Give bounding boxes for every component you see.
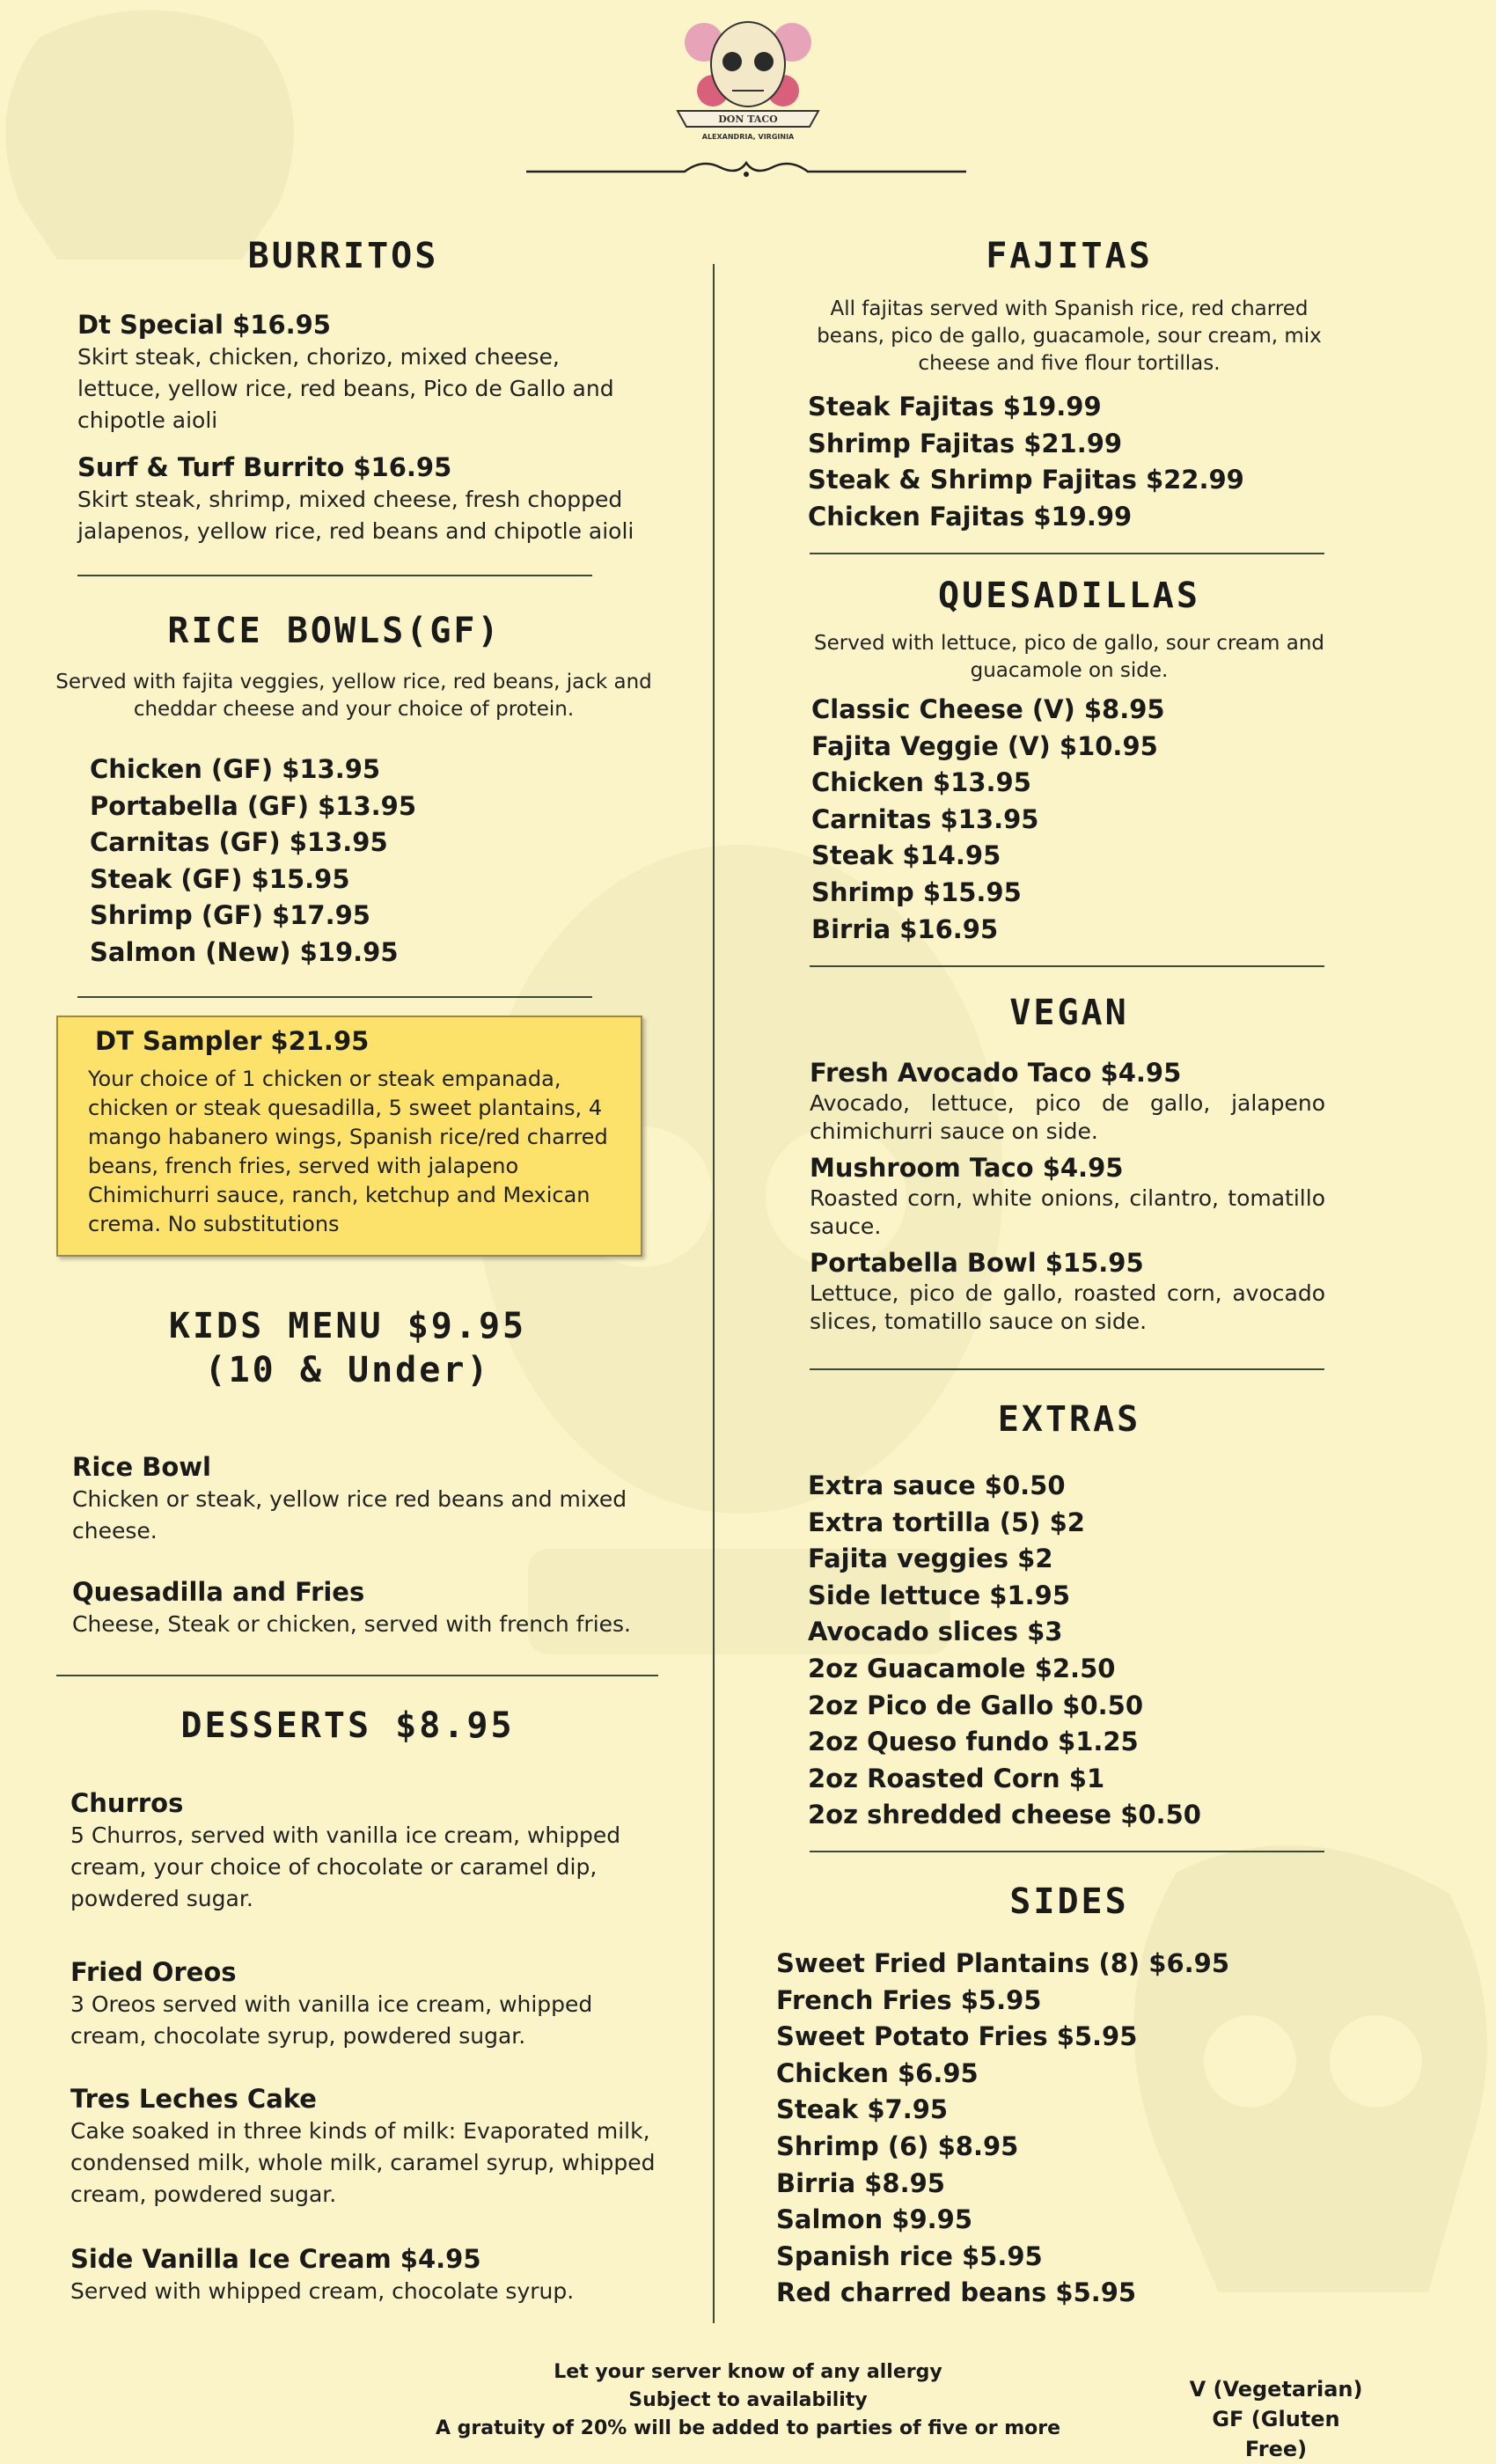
item-name: Tres Leches Cake xyxy=(70,2084,317,2114)
menu-item xyxy=(70,2082,669,2211)
list-item: Steak (GF) $15.95 xyxy=(90,863,350,894)
item-desc: Avocado, lettuce, pico de gallo, jalapeno chimichurri sauce on side. xyxy=(810,1090,1325,1144)
item-name: DT Sampler $21.95 xyxy=(95,1026,370,1056)
list-item: 2oz Roasted Corn $1 xyxy=(808,1763,1105,1793)
quesadillas-heading: QUESADILLAS xyxy=(938,576,1200,616)
item-desc: Lettuce, pico de gallo, roasted corn, avocado slices, tomatillo sauce on side. xyxy=(810,1280,1325,1334)
sides-list xyxy=(776,1946,1229,2312)
sides-heading: SIDES xyxy=(1009,1881,1129,1922)
item-name: Dt Special $16.95 xyxy=(77,310,331,340)
don-taco-logo xyxy=(669,7,827,148)
list-item: Sweet Potato Fries $5.95 xyxy=(776,2021,1138,2052)
item-name: Rice Bowl xyxy=(72,1452,211,1482)
item-desc: Skirt steak, shrimp, mixed cheese, fresh chopped jalapenos, yellow rice, red beans and chipotle aioli xyxy=(77,487,634,544)
desserts-heading: DESSERTS $8.95 xyxy=(180,1705,515,1746)
extras-list xyxy=(808,1468,1201,1834)
rice-bowls-heading: RICE BOWLS(GF) xyxy=(167,611,502,651)
list-item: Salmon $9.95 xyxy=(776,2204,973,2235)
menu-item xyxy=(810,1151,1325,1241)
burritos-heading: BURRITOS xyxy=(247,236,439,276)
list-item: Fajita veggies $2 xyxy=(808,1544,1053,1574)
section-rule xyxy=(77,996,592,998)
list-item: Shrimp $15.95 xyxy=(811,876,1022,907)
list-item: Shrimp (6) $8.95 xyxy=(776,2130,1019,2161)
list-item: Steak & Shrimp Fajitas $22.99 xyxy=(808,465,1244,495)
item-name: Mushroom Taco $4.95 xyxy=(810,1153,1124,1183)
item-desc: Cake soaked in three kinds of milk: Evaporated milk, condensed milk, whole milk, caramel syrup, whipped cream, powdered sugar. xyxy=(70,2118,656,2207)
list-item: Fajita Veggie (V) $10.95 xyxy=(811,730,1158,761)
menu-item xyxy=(810,1056,1325,1146)
list-item: French Fries $5.95 xyxy=(776,1984,1042,2015)
kids-menu-subheading: (10 & Under) xyxy=(204,1350,491,1390)
list-item: Red charred beans $5.95 xyxy=(776,2277,1137,2308)
footer-line: Let your server know of any allergy xyxy=(554,2361,942,2383)
logo-tagline: ALEXANDRIA, VIRGINIA xyxy=(701,133,795,141)
list-item: Shrimp (GF) $17.95 xyxy=(90,900,370,931)
section-rule xyxy=(810,1368,1324,1370)
list-item: Steak $7.95 xyxy=(776,2094,949,2125)
list-item: Birria $8.95 xyxy=(776,2167,945,2198)
item-name: Fried Oreos xyxy=(70,1957,237,1987)
list-item: Portabella (GF) $13.95 xyxy=(90,790,417,821)
list-item: Steak $14.95 xyxy=(811,840,1001,871)
item-desc: 3 Oreos served with vanilla ice cream, whipped cream, chocolate syrup, powdered sugar. xyxy=(70,1991,593,2049)
legend-gluten-free: GF (Gluten Free) xyxy=(1212,2407,1340,2461)
list-item: Birria $16.95 xyxy=(811,913,999,944)
list-item: Chicken Fajitas $19.99 xyxy=(808,501,1133,532)
item-name: Fresh Avocado Taco $4.95 xyxy=(810,1058,1182,1088)
item-desc: 5 Churros, served with vanilla ice cream, whipped cream, your choice of chocolate or caramel dip, powdered sugar. xyxy=(70,1822,621,1911)
legend xyxy=(1179,2374,1373,2464)
list-item: Chicken (GF) $13.95 xyxy=(90,754,381,784)
footer-line: Subject to availability xyxy=(628,2389,868,2411)
item-name: Portabella Bowl $15.95 xyxy=(810,1248,1144,1278)
menu-item xyxy=(77,308,641,436)
list-item: Extra sauce $0.50 xyxy=(808,1470,1066,1500)
list-item: Carnitas $13.95 xyxy=(811,803,1039,834)
extras-heading: EXTRAS xyxy=(997,1399,1141,1440)
list-item: 2oz Guacamole $2.50 xyxy=(808,1653,1116,1683)
menu-item xyxy=(70,1786,642,1915)
list-item: Side lettuce $1.95 xyxy=(808,1580,1071,1610)
column-divider xyxy=(713,264,715,2323)
item-desc: Cheese, Steak or chicken, served with french fries. xyxy=(72,1611,631,1637)
menu-item xyxy=(810,1246,1325,1336)
item-name: Surf & Turf Burrito $16.95 xyxy=(77,452,452,482)
list-item: Shrimp Fajitas $21.99 xyxy=(808,428,1123,458)
fajitas-list xyxy=(808,389,1244,535)
fajitas-note: All fajitas served with Spanish rice, red charred beans, pico de gallo, guacamole, sour cream, mix cheese and five flour tortillas. xyxy=(817,297,1322,375)
list-item: Steak Fajitas $19.99 xyxy=(808,392,1102,422)
quesadillas-list xyxy=(811,692,1165,948)
item-desc: Your choice of 1 chicken or steak empanada, chicken or steak quesadilla, 5 sweet plantains, 4 mango habanero wings, Spanish rice/red charred beans, french fries, served with jalapeno Chimichurri sauce, ranch, ketchup and Mexican crema. No substitutions xyxy=(88,1067,608,1236)
menu-item xyxy=(77,451,667,547)
vegan-heading: VEGAN xyxy=(1009,993,1129,1033)
fajitas-heading: FAJITAS xyxy=(986,236,1153,276)
rice-bowls-list xyxy=(90,752,416,972)
list-item: 2oz Queso fundo $1.25 xyxy=(808,1727,1139,1757)
list-item: Chicken $13.95 xyxy=(811,767,1031,798)
section-rule xyxy=(56,1675,658,1676)
item-desc: Skirt steak, chicken, chorizo, mixed cheese, lettuce, yellow rice, red beans, Pico de Gallo and chipotle aioli xyxy=(77,344,614,433)
item-name: Churros xyxy=(70,1788,184,1818)
list-item: 2oz shredded cheese $0.50 xyxy=(808,1800,1201,1830)
menu-item xyxy=(70,1955,642,2052)
item-desc: Served with whipped cream, chocolate syrup. xyxy=(70,2278,575,2304)
item-desc: Roasted corn, white onions, cilantro, tomatillo sauce. xyxy=(810,1185,1325,1239)
section-rule xyxy=(810,965,1324,967)
menu-item xyxy=(72,1575,671,1640)
list-item: Sweet Fried Plantains (8) $6.95 xyxy=(776,1948,1229,1978)
item-name: Side Vanilla Ice Cream $4.95 xyxy=(70,2244,481,2274)
section-rule xyxy=(810,1851,1324,1852)
list-item: Extra tortilla (5) $2 xyxy=(808,1507,1085,1537)
list-item: Chicken $6.95 xyxy=(776,2057,979,2088)
item-desc: Chicken or steak, yellow rice red beans and mixed cheese. xyxy=(72,1486,627,1544)
skull-watermark-icon xyxy=(0,0,334,334)
footer-line: A gratuity of 20% will be added to parties of five or more xyxy=(435,2417,1061,2439)
kids-menu-heading: KIDS MENU $9.95 xyxy=(168,1306,527,1346)
menu-item xyxy=(72,1450,653,1547)
logo-name: DON TACO xyxy=(718,114,778,125)
menu-item xyxy=(70,2242,669,2307)
list-item: Spanish rice $5.95 xyxy=(776,2240,1043,2271)
footer-notes xyxy=(387,2358,1109,2443)
quesadillas-note: Served with lettuce, pico de gallo, sour cream and guacamole on side. xyxy=(813,632,1325,682)
list-item: Salmon (New) $19.95 xyxy=(90,936,399,967)
flourish-divider xyxy=(526,150,966,185)
list-item: Classic Cheese (V) $8.95 xyxy=(811,694,1165,724)
list-item: 2oz Pico de Gallo $0.50 xyxy=(808,1690,1144,1720)
list-item: Avocado slices $3 xyxy=(808,1617,1063,1647)
item-name: Quesadilla and Fries xyxy=(72,1577,365,1607)
dt-sampler-box xyxy=(56,1016,642,1257)
list-item: Carnitas (GF) $13.95 xyxy=(90,827,388,858)
section-rule xyxy=(77,575,592,576)
section-rule xyxy=(810,553,1324,554)
legend-vegetarian: V (Vegetarian) xyxy=(1189,2377,1363,2402)
rice-bowls-note: Served with fajita veggies, yellow rice, red beans, jack and cheddar cheese and your choice of protein. xyxy=(55,671,652,721)
